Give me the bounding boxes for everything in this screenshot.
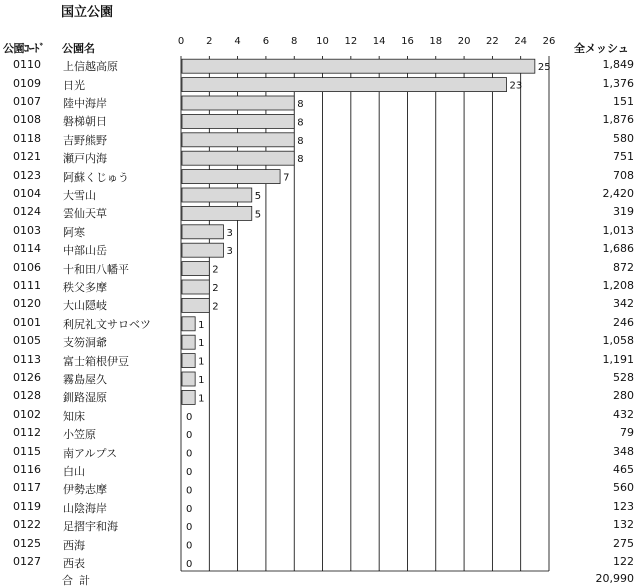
park-code: 0125 bbox=[13, 536, 41, 550]
page-title: 国立公園 bbox=[61, 5, 114, 20]
bar bbox=[182, 206, 252, 220]
park-code: 0109 bbox=[13, 76, 41, 90]
total-mesh-value: 872 bbox=[613, 260, 634, 274]
total-mesh-value: 560 bbox=[613, 481, 634, 495]
park-name: 陸中海岸 bbox=[63, 97, 107, 110]
x-tick-label: 26 bbox=[542, 36, 556, 47]
total-mesh-value: 79 bbox=[620, 426, 634, 440]
park-name: 足摺宇和海 bbox=[63, 520, 118, 534]
total-mesh-value: 1,686 bbox=[602, 242, 634, 256]
data-label: 0 bbox=[186, 540, 193, 552]
bar bbox=[182, 354, 195, 368]
bar bbox=[182, 298, 209, 312]
header-total-mesh: 全メッシュ bbox=[574, 42, 629, 55]
bar bbox=[182, 170, 280, 184]
park-name: 阿寒 bbox=[63, 225, 85, 239]
total-mesh-value: 2,420 bbox=[602, 187, 634, 200]
bar bbox=[182, 225, 223, 239]
x-tick-label: 18 bbox=[429, 36, 443, 47]
data-label: 8 bbox=[297, 154, 304, 166]
total-mesh-value: 319 bbox=[613, 205, 634, 219]
park-name: 瀬戸内海 bbox=[63, 152, 107, 166]
park-code: 0120 bbox=[13, 297, 41, 311]
x-tick-label: 24 bbox=[514, 36, 528, 47]
park-code: 0115 bbox=[13, 444, 41, 458]
total-mesh-value: 151 bbox=[613, 95, 634, 108]
data-label: 8 bbox=[297, 99, 304, 110]
x-tick-label: 2 bbox=[206, 36, 213, 47]
data-label: 8 bbox=[297, 135, 304, 147]
park-name: 大雪山 bbox=[63, 189, 96, 202]
park-code: 0105 bbox=[13, 334, 41, 348]
park-code: 0114 bbox=[13, 242, 41, 256]
data-label: 3 bbox=[226, 227, 233, 239]
park-code: 0111 bbox=[13, 279, 41, 292]
total-mesh-value: 275 bbox=[613, 536, 634, 550]
park-name: 小笠原 bbox=[63, 428, 96, 442]
park-name: 南アルプス bbox=[63, 446, 118, 460]
data-label: 0 bbox=[186, 467, 193, 478]
data-label: 1 bbox=[198, 356, 205, 368]
data-label: 5 bbox=[254, 209, 262, 221]
park-name: 大山隠岐 bbox=[63, 299, 107, 313]
park-name: 伊勢志摩 bbox=[63, 483, 107, 497]
x-tick-label: 14 bbox=[372, 36, 386, 47]
data-label: 2 bbox=[212, 264, 219, 276]
x-tick-label: 4 bbox=[234, 36, 241, 47]
park-code: 0126 bbox=[13, 371, 41, 384]
park-code: 0110 bbox=[13, 58, 41, 72]
total-mesh-value: 122 bbox=[613, 555, 634, 568]
data-label: 7 bbox=[283, 172, 290, 184]
data-label: 0 bbox=[186, 485, 193, 497]
data-label: 2 bbox=[212, 283, 219, 294]
park-name: 知床 bbox=[63, 409, 85, 423]
total-mesh-value: 580 bbox=[613, 131, 634, 145]
park-name: 十和田八幡平 bbox=[63, 262, 129, 276]
data-label: 5 bbox=[254, 191, 262, 202]
park-name: 富士箱根伊豆 bbox=[63, 354, 129, 368]
total-mesh-value: 1,849 bbox=[602, 58, 634, 72]
park-code: 0106 bbox=[13, 260, 41, 274]
park-name: 日光 bbox=[63, 78, 85, 92]
total-mesh-value: 20,990 bbox=[595, 572, 634, 585]
park-code: 0107 bbox=[13, 95, 41, 108]
park-name: 吉野熊野 bbox=[63, 133, 107, 147]
bar bbox=[182, 151, 294, 165]
bar bbox=[182, 114, 294, 128]
bar bbox=[182, 372, 195, 386]
total-mesh-value: 348 bbox=[613, 444, 634, 458]
total-mesh-value: 1,376 bbox=[602, 76, 634, 90]
data-label: 23 bbox=[509, 80, 523, 92]
park-name: 釧路湿原 bbox=[63, 391, 107, 405]
header-park-name: 公園名 bbox=[62, 42, 95, 55]
bar bbox=[182, 390, 195, 404]
total-mesh-value: 132 bbox=[613, 518, 634, 532]
data-label: 1 bbox=[198, 393, 205, 405]
data-label: 0 bbox=[186, 411, 193, 423]
total-mesh-value: 1,208 bbox=[602, 279, 634, 292]
total-mesh-value: 528 bbox=[613, 371, 634, 384]
total-mesh-value: 123 bbox=[613, 499, 634, 513]
bar bbox=[182, 133, 294, 147]
total-mesh-value: 246 bbox=[613, 315, 634, 329]
bar bbox=[182, 96, 294, 110]
total-mesh-value: 465 bbox=[613, 463, 634, 476]
total-mesh-value: 1,191 bbox=[602, 352, 634, 366]
bar bbox=[182, 188, 252, 202]
park-name: 雲仙天草 bbox=[63, 207, 107, 221]
park-name: 阿蘇くじゅう bbox=[63, 170, 129, 184]
x-tick-label: 0 bbox=[177, 36, 185, 47]
data-label: 2 bbox=[212, 301, 219, 313]
x-tick-label: 22 bbox=[486, 36, 499, 47]
park-name: 秩父多摩 bbox=[63, 281, 107, 294]
bar bbox=[182, 262, 209, 276]
x-tick-label: 8 bbox=[291, 36, 298, 47]
park-code: 0117 bbox=[13, 481, 41, 495]
total-mesh-value: 751 bbox=[613, 150, 634, 164]
x-tick-label: 6 bbox=[262, 36, 270, 47]
data-label: 0 bbox=[186, 503, 193, 515]
park-code: 0102 bbox=[13, 407, 41, 421]
total-label: 合計 bbox=[62, 574, 96, 587]
park-name: 中部山岳 bbox=[63, 244, 107, 258]
data-label: 0 bbox=[186, 430, 193, 442]
park-code: 0104 bbox=[13, 187, 41, 200]
data-label: 0 bbox=[186, 448, 193, 460]
park-code: 0121 bbox=[13, 150, 41, 164]
park-code: 0116 bbox=[13, 463, 41, 476]
bar bbox=[182, 243, 223, 257]
park-code: 0112 bbox=[13, 426, 41, 440]
total-mesh-value: 280 bbox=[613, 389, 634, 403]
park-name: 利尻礼文サロベツ bbox=[63, 317, 151, 331]
bar bbox=[182, 59, 535, 73]
park-code: 0103 bbox=[13, 223, 41, 237]
total-mesh-value: 1,013 bbox=[602, 223, 634, 237]
park-code: 0101 bbox=[13, 315, 41, 329]
total-mesh-value: 342 bbox=[613, 297, 634, 311]
x-tick-label: 16 bbox=[401, 36, 414, 47]
total-mesh-value: 432 bbox=[613, 407, 634, 421]
total-mesh-value: 708 bbox=[613, 168, 634, 182]
bar bbox=[182, 335, 195, 349]
total-mesh-value: 1,058 bbox=[602, 334, 634, 348]
park-name: 白山 bbox=[63, 465, 85, 478]
bar bbox=[182, 280, 209, 294]
header-park-code: 公園ｺｰﾄﾞ bbox=[3, 42, 45, 55]
data-label: 8 bbox=[297, 117, 304, 129]
data-label: 1 bbox=[198, 319, 205, 331]
park-name: 磐梯朝日 bbox=[63, 115, 107, 129]
park-code: 0124 bbox=[13, 205, 41, 219]
data-label: 1 bbox=[198, 338, 205, 350]
bar bbox=[182, 317, 195, 331]
data-label: 25 bbox=[537, 62, 551, 74]
total-mesh-value: 1,876 bbox=[602, 113, 634, 127]
data-label: 0 bbox=[186, 522, 193, 534]
park-code: 0118 bbox=[13, 131, 41, 145]
x-tick-label: 10 bbox=[316, 36, 329, 47]
park-code: 0128 bbox=[13, 389, 41, 403]
park-name: 山陰海岸 bbox=[63, 501, 107, 515]
park-code: 0108 bbox=[13, 113, 41, 127]
park-code: 0119 bbox=[13, 499, 41, 513]
x-tick-label: 12 bbox=[344, 36, 358, 47]
bar bbox=[182, 78, 507, 92]
data-label: 3 bbox=[226, 246, 233, 258]
park-code: 0123 bbox=[13, 168, 41, 182]
park-name: 西表 bbox=[63, 557, 85, 570]
park-code: 0122 bbox=[13, 518, 41, 532]
park-name: 霧島屋久 bbox=[63, 373, 107, 386]
park-name: 支笏洞爺 bbox=[63, 336, 107, 350]
data-label: 1 bbox=[198, 375, 205, 386]
park-code: 0113 bbox=[13, 352, 41, 366]
park-name: 上信越高原 bbox=[63, 60, 118, 74]
x-tick-label: 20 bbox=[457, 36, 471, 47]
park-code: 0127 bbox=[13, 555, 41, 568]
park-name: 西海 bbox=[63, 538, 85, 552]
data-label: 0 bbox=[186, 559, 193, 570]
